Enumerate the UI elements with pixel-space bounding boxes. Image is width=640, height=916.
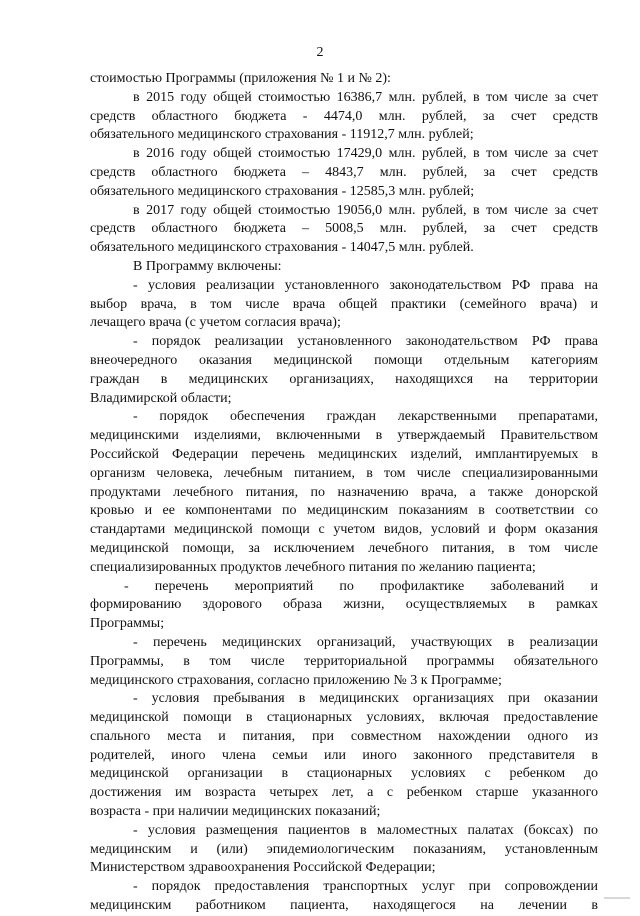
text-line: формированию здорового образа жизни, осуществляемых в рамках bbox=[90, 597, 598, 613]
text-line: - перечень мероприятий по профилактике заболеваний и bbox=[124, 578, 598, 594]
text-line: в 2016 году общей стоимостью 17429,0 млн. рублей, в том числе за счет bbox=[133, 146, 598, 162]
text-line: продуктами лечебного питания, по назначению врача, а также донорской bbox=[90, 484, 598, 500]
text-line: обязательного медицинского страхования - 12585,3 млн. рублей; bbox=[90, 183, 475, 199]
text-line: средств областного бюджета - 4474,0 млн. рублей, за счет средств bbox=[90, 108, 598, 124]
text-line: - порядок реализации установленного законодательством РФ права bbox=[133, 334, 598, 350]
text-line: граждан в медицинских организациях, находящихся на территории bbox=[90, 371, 598, 387]
text-line: Программы; bbox=[90, 616, 165, 632]
text-line: родителей, иного члена семьи или иного законного представителя в bbox=[90, 747, 598, 763]
page-corner-mark bbox=[604, 887, 630, 899]
text-line: обязательного медицинского страхования - 14047,5 млн. рублей. bbox=[90, 240, 474, 256]
document-body bbox=[90, 70, 598, 916]
text-line: медицинским работником пациента, находящегося на лечении в bbox=[90, 898, 598, 914]
text-line: Владимирской области; bbox=[90, 390, 232, 406]
text-line: в 2015 году общей стоимостью 16386,7 млн. рублей, в том числе за счет bbox=[133, 89, 598, 105]
text-line: в 2017 году общей стоимостью 19056,0 млн. рублей, в том числе за счет bbox=[133, 202, 598, 218]
text-line: достижения им возраста четырех лет, а с ребенком старше указанного bbox=[90, 785, 598, 801]
text-line: В Программу включены: bbox=[133, 258, 282, 274]
text-line: - условия реализации установленного законодательством РФ права на bbox=[133, 277, 598, 293]
text-line: медицинской помощи в стационарных условиях, включая предоставление bbox=[90, 710, 598, 726]
text-line: медицинской организации в стационарных условиях с ребенком до bbox=[90, 766, 598, 782]
text-line: выбор врача, в том числе врача общей практики (семейного врача) и bbox=[90, 296, 598, 312]
text-line: обязательного медицинского страхования - 11912,7 млн. рублей; bbox=[90, 127, 474, 143]
text-line: организм человека, лечебным питанием, в том числе специализированными bbox=[90, 465, 598, 481]
text-line: средств областного бюджета – 5008,5 млн. рублей, за счет средств bbox=[90, 221, 598, 237]
text-line: медицинской помощи, за исключением лечебного питания, в том числе bbox=[90, 540, 598, 556]
text-line: внеочередного оказания медицинской помощи отдельным категориям bbox=[90, 352, 598, 368]
text-line: кровью и ее компонентами по медицинским показаниям в соответствии со bbox=[90, 503, 598, 519]
text-line: стандартами медицинской помощи с учетом видов, условий и форм оказания bbox=[90, 522, 598, 538]
text-line: лечащего врача (с учетом согласия врача); bbox=[90, 315, 341, 331]
text-line: средств областного бюджета – 4843,7 млн. рублей, за счет средств bbox=[90, 164, 598, 180]
text-line: стоимостью Программы (приложения № 1 и № 2): bbox=[90, 71, 391, 86]
page-number: 2 bbox=[316, 45, 324, 60]
text-line: медицинскими изделиями, включенными в утверждаемый Правительством bbox=[90, 428, 598, 444]
text-line: медицинским и (или) эпидемиологическим показаниям, установленным bbox=[90, 841, 598, 857]
text-line: спального места и питания, при совместном нахождении одного из bbox=[90, 728, 598, 744]
text-line: - условия размещения пациентов в маломестных палатах (боксах) по bbox=[133, 822, 598, 838]
text-line: медицинского страхования, согласно приложению № 3 к Программе; bbox=[90, 672, 502, 688]
text-line: Российской Федерации перечень медицинских изделий, имплантируемых в bbox=[90, 446, 598, 462]
text-line: специализированных продуктов лечебного питания по желанию пациента; bbox=[90, 559, 536, 575]
text-line: - порядок обеспечения граждан лекарственными препаратами, bbox=[133, 409, 598, 425]
text-line: Программы, в том числе территориальной программы обязательного bbox=[90, 653, 598, 669]
text-line: - перечень медицинских организаций, участвующих в реализации bbox=[133, 634, 598, 650]
text-line: возраста - при наличии медицинских показаний; bbox=[90, 804, 381, 820]
text-line: - условия пребывания в медицинских организациях при оказании bbox=[133, 691, 598, 707]
text-line: - порядок предоставления транспортных услуг при сопровождении bbox=[133, 879, 598, 895]
text-line: Министерством здравоохранения Российской Федерации; bbox=[90, 860, 436, 876]
